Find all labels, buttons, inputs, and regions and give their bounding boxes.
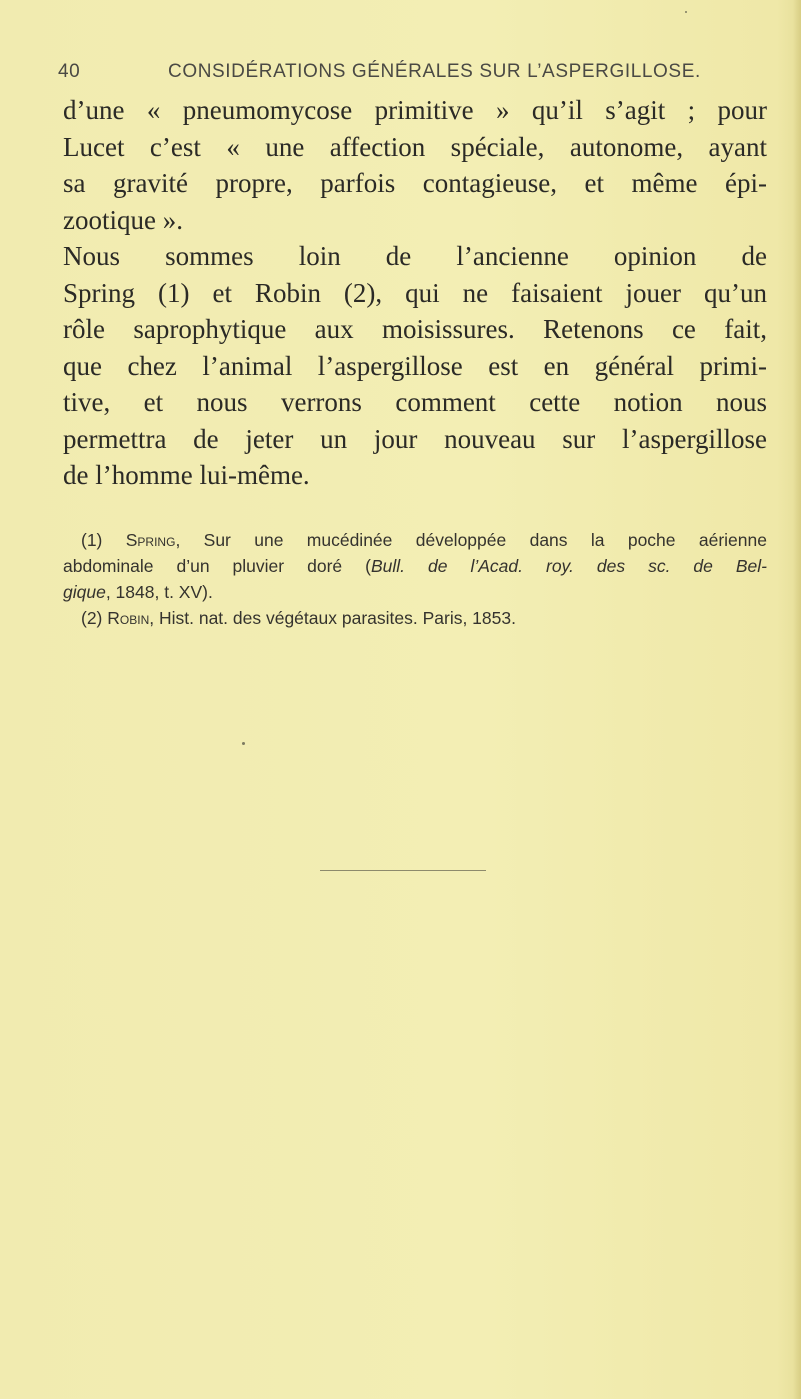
footnotes: [63, 527, 767, 631]
footnote-1-line-2: abdominale d’un pluvier doré (Bull. de l’Acad. roy. des sc. de Bel-: [63, 556, 768, 576]
page-edge-shadow: [793, 0, 801, 1399]
text-line: de l’homme lui-même.: [63, 460, 310, 490]
paragraph-start-line: Nous sommes loin de l’ancienne opinion de: [63, 241, 767, 271]
text-line: zootique ».: [63, 204, 183, 235]
text-line: Lucet c’est « une affection spéciale, autonome, ayant: [63, 131, 767, 162]
text-line: rôle saprophytique aux moisissures. Retenons ce fait,: [63, 314, 767, 344]
end-rule: [320, 870, 486, 871]
text-line: Spring (1) et Robin (2), qui ne faisaient jouer qu’un: [63, 277, 767, 308]
text-line: que chez l’animal l’aspergillose est en général primi-: [63, 350, 767, 381]
paper-speck: [242, 742, 245, 745]
footnote-1-author: Spring: [125, 530, 176, 550]
main-text: [63, 92, 767, 494]
text-line: permettra de jeter un jour nouveau sur l’aspergillose: [63, 423, 767, 454]
footnote-2-author: Robin: [107, 608, 150, 628]
footnote-2: (2) Robin, Hist. nat. des végétaux parasites. Paris, 1853.: [81, 608, 516, 628]
footnote-1-journal: Bull. de l’Acad. roy. des sc. de Bel-: [370, 556, 768, 576]
running-head: [58, 61, 708, 83]
footnote-1-line-3: gique, 1848, t. XV).: [63, 582, 213, 602]
page-number: 40: [58, 61, 81, 82]
footnote-1-marker: (1): [81, 530, 103, 550]
footnote-2-marker: (2): [81, 608, 103, 628]
running-title: CONSIDÉRATIONS GÉNÉRALES SUR L’ASPERGILLOSE.: [168, 61, 701, 82]
text-line: d’une « pneumomycose primitive » qu’il s’agit ; pour: [63, 95, 767, 125]
footnote-1-line-1: (1) Spring, Sur une mucédinée développée dans la poche aérienne: [81, 530, 767, 550]
text-line: tive, et nous verrons comment cette notion nous: [63, 387, 767, 417]
text-line: sa gravité propre, parfois contagieuse, et même épi-: [63, 168, 767, 198]
paper-speck: [685, 11, 687, 13]
